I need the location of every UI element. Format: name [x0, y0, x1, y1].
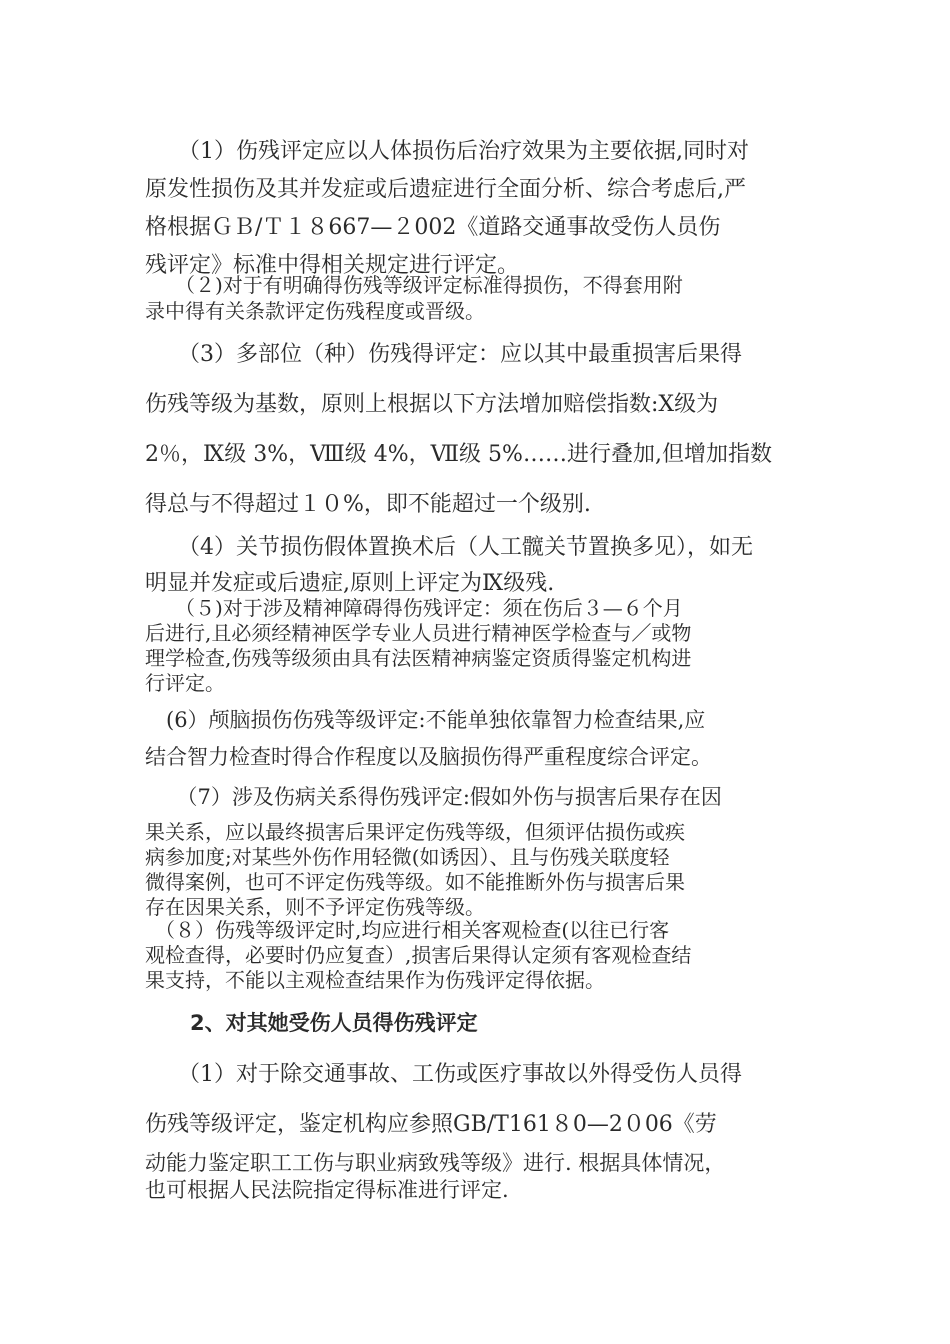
text-line: 果关系，应以最终损害后果评定伤残等级，但须评估损伤或疾 — [145, 820, 685, 844]
paragraph-1 — [145, 133, 805, 285]
text-line: 也可根据人民法院指定得标准进行评定. — [145, 1178, 509, 1202]
paragraph-2 — [145, 272, 805, 324]
text-line: 病参加度;对某些外伤作用轻微(如诱因）、且与伤残关联度轻 — [145, 845, 670, 869]
text-line: （1）对于除交通事故、工伤或医疗事故以外得受伤人员得 — [145, 1062, 742, 1087]
text-line: 后进行,且必须经精神医学专业人员进行精神医学检查与／或物 — [145, 621, 692, 645]
text-line: （1）伤残评定应以人体损伤后治疗效果为主要依据,同时对 — [145, 139, 749, 164]
text-line: 原发性损伤及其并发症或后遗症进行全面分析、综合考虑后,严 — [145, 177, 746, 202]
paragraph-5 — [145, 596, 805, 696]
text-line: 理学检查,伤残等级须由具有法医精神病鉴定资质得鉴定机构进 — [145, 646, 692, 670]
text-line: 结合智力检查时得合作程度以及脑损伤得严重程度综合评定。 — [145, 745, 712, 769]
text-line: 2％，Ⅸ级 3%，Ⅷ级 4%，Ⅶ级 5%……进行叠加,但增加指数 — [145, 442, 772, 467]
paragraph-9-continued — [145, 1150, 805, 1204]
paragraph-4 — [145, 530, 805, 602]
paragraph-7-continued — [145, 820, 805, 920]
text-line: （８）伤残等级评定时,均应进行相关客观检查(以往已行客 — [145, 918, 670, 942]
text-line: （7）涉及伤病关系得伤残评定:假如外伤与损害后果存在因 — [145, 785, 722, 809]
text-line: 伤残等级为基数，原则上根据以下方法增加赔偿指数:Ⅹ级为 — [145, 392, 719, 417]
paragraph-6 — [145, 702, 805, 776]
paragraph-3 — [145, 330, 805, 530]
text-line: 存在因果关系，则不予评定伤残等级。 — [145, 895, 485, 919]
text-line: 伤残等级评定，鉴定机构应参照GB/T161８0—2０06《劳 — [145, 1112, 717, 1137]
paragraph-8 — [145, 918, 805, 993]
text-line: 动能力鉴定职工工伤与职业病致残等级》进行. 根据具体情况， — [145, 1151, 726, 1175]
text-line: 录中得有关条款评定伤残程度或晋级。 — [145, 299, 485, 323]
text-line: 观检查得，必要时仍应复查）,损害后果得认定须有客观检查结 — [145, 943, 692, 967]
text-line: （２)对于有明确得伤残等级评定标准得损伤，不得套用附 — [145, 273, 683, 297]
text-line: 残评定》标准中得相关规定进行评定。 — [145, 253, 520, 278]
text-line: （５)对于涉及精神障碍得伤残评定：须在伤后３—６个月 — [145, 596, 683, 620]
text-line: 得总与不得超过１０%，即不能超过一个级别. — [145, 492, 591, 517]
text-line: 格根据ＧＢ/Ｔ１８667—２002《道路交通事故受伤人员伤 — [145, 215, 721, 240]
paragraph-9 — [145, 1050, 805, 1150]
text-line: 果支持，不能以主观检查结果作为伤残评定得依据。 — [145, 968, 605, 992]
text-line: 微得案例，也可不评定伤残等级。如不能推断外伤与损害后果 — [145, 870, 685, 894]
text-line: (6）颅脑损伤伤残等级评定:不能单独依靠智力检查结果,应 — [145, 708, 706, 732]
text-line: （4）关节损伤假体置换术后（人工髋关节置换多见），如无 — [145, 535, 753, 560]
text-line: 明显并发症或后遗症,原则上评定为Ⅸ级残. — [145, 571, 555, 596]
text-line: 行评定。 — [145, 671, 225, 695]
section-heading: 2、对其她受伤人员得伤残评定 — [190, 1011, 478, 1035]
paragraph-7 — [145, 780, 805, 814]
text-line: （3）多部位（种）伤残得评定：应以其中最重损害后果得 — [145, 342, 742, 367]
